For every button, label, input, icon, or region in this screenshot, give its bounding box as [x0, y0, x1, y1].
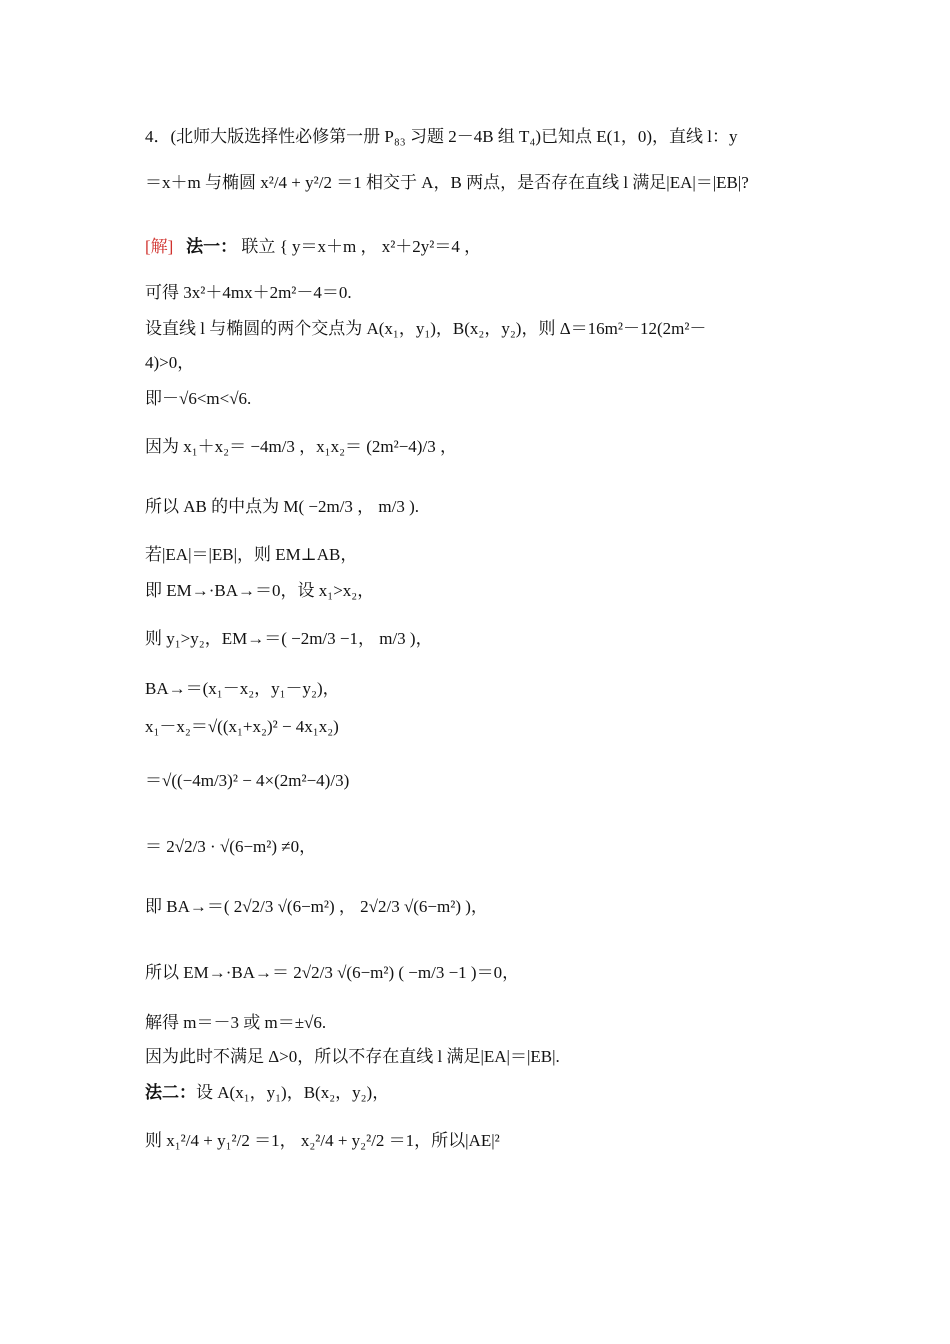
solution-line: 若|EA|＝|EB|，则 EM⊥AB， [145, 545, 358, 564]
solution-line: 即 BA→＝( 2√2/3 √(6−m²) ， 2√2/3 √(6−m²) )， [145, 897, 488, 916]
solution-line: BA→＝(x₁－x₂，y₁－y₂)， [145, 679, 340, 698]
method2-label: 法二： [145, 1083, 196, 1102]
solution-line: ＝√((−4m/3)² − 4×(2m²−4)/3) [145, 771, 350, 790]
solution-last-line: 则 x₁²/4 + y₁²/2 ＝1， x₂²/4 + y₂²/2 ＝1，所以|AE|² [145, 1131, 500, 1150]
method1-label: 法一： [186, 237, 238, 256]
system-equations: 联立 { y＝x＋m ， x²＋2y²＝4 ， [241, 237, 482, 256]
problem-line-1: 4．(北师大版选择性必修第一册 P₈₃ 习题 2－4B 组 T₄)已知点 E(1，0)，直线 l：y [145, 127, 738, 146]
solution-line: 可得 3x²＋4mx＋2m²－4＝0. [145, 283, 352, 302]
solution-line: 解得 m＝－3 或 m＝±√6. [145, 1013, 327, 1032]
solution-line: 因为 x₁＋x₂＝ −4m/3 ，x₁x₂＝ (2m²−4)/3 ， [145, 437, 457, 456]
solution-line: 即 EM→·BA→＝0，设 x₁>x₂， [145, 581, 375, 600]
solution-header [145, 236, 810, 258]
solution-line: 所以 EM→·BA→＝ 2√2/3 √(6−m²) ( −m/3 −1 )＝0， [145, 963, 520, 982]
method2-text: 设 A(x₁，y₁)，B(x₂，y₂)， [196, 1083, 390, 1102]
solution-line: 则 y₁>y₂，EM→＝( −2m/3 −1， m/3 )， [145, 629, 433, 648]
solution-line: 所以 AB 的中点为 M( −2m/3 ， m/3 ). [145, 497, 420, 516]
solution-line: 即－√6<m<√6. [145, 389, 252, 408]
solution-line: ＝ 2√2/3 · √(6−m²) ≠0， [145, 837, 317, 856]
solution-line: 因为此时不满足 Δ>0，所以不存在直线 l 满足|EA|＝|EB|. [145, 1047, 560, 1066]
solution-line: x₁－x₂＝√((x₁+x₂)² − 4x₁x₂) [145, 717, 339, 736]
solution-tag: [解] [145, 237, 174, 256]
solution-line: 设直线 l 与椭圆的两个交点为 A(x₁，y₁)，B(x₂，y₂)，则 Δ＝16m²－12(2m²－ [145, 319, 707, 338]
solution-line: 4)>0， [145, 353, 195, 372]
problem-line-2: ＝x＋m 与椭圆 x²/4 + y²/2 ＝1 相交于 A，B 两点，是否存在直线 l 满足|EA|＝|EB|? [145, 173, 749, 192]
method2-line [145, 1082, 810, 1104]
